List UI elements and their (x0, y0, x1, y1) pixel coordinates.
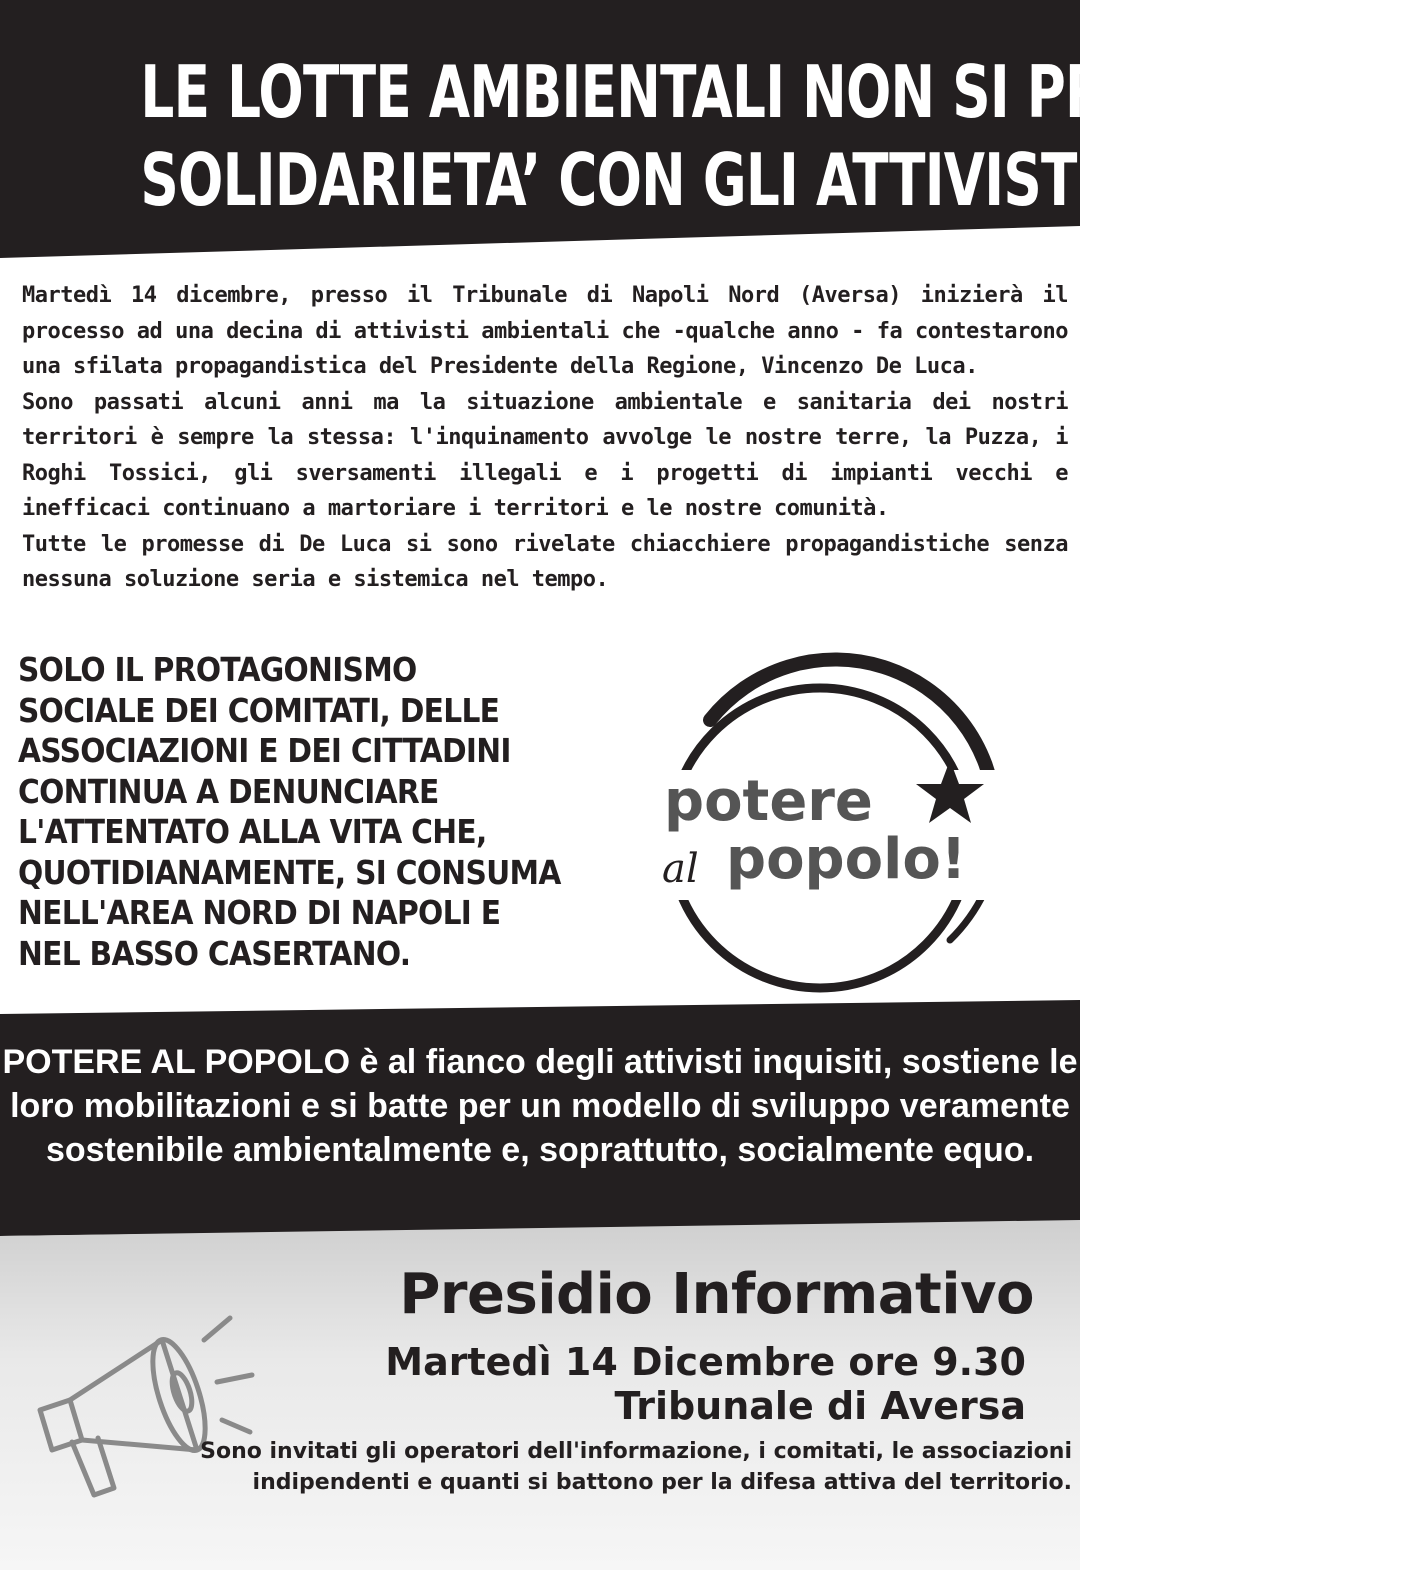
presidio-date: Martedì 14 Dicembre ore 9.30 (385, 1340, 1026, 1384)
statement-line: NELL'AREA NORD DI NAPOLI E (18, 893, 501, 932)
logo-word-potere: potere (664, 769, 873, 834)
intro-paragraph-2: Sono passati alcuni anni ma la situazione ambientale e sanitaria dei nostri territori è sempre la stessa: l'inquinamento avvolge le nostre terre, la Puzza, i Roghi Tossici, gli sversamenti illegali e i progetti di impianti vecchi e inefficaci continuano a martoriare i territori e le nostre comunità. (22, 389, 1068, 521)
logo-word-al: al (662, 846, 699, 892)
statement-line: SOCIALE DEI COMITATI, DELLE (18, 690, 500, 730)
presidio-place: Tribunale di Aversa (614, 1384, 1026, 1428)
statement-line: ASSOCIAZIONI E DEI CITTADINI (18, 731, 511, 770)
support-text: POTERE AL POPOLO è al fianco degli attivisti inquisiti, sostiene le loro mobilitazioni e si batte per un modello di sviluppo veramente sostenibile ambientalmente e, soprattutto, socialmente equo. (2, 1043, 1078, 1169)
intro-paragraph-3: Tutte le promesse di De Luca si sono rivelate chiacchiere propagandistiche senza nessuna soluzione seria e sistemica nel tempo. (22, 531, 1068, 592)
intro-text (22, 278, 1068, 598)
statement-line: L'ATTENTATO ALLA VITA CHE, (18, 812, 487, 851)
headline-line-1: LE LOTTE AMBIENTALI NON SI PROCESSANO (140, 50, 1426, 134)
statement-block (18, 650, 576, 974)
potere-al-popolo-logo (650, 660, 1010, 1000)
statement-line: QUOTIDIANAMENTE, SI CONSUMA (18, 852, 561, 892)
headline-line-2: SOLIDARIETA’ CON GLI ATTIVISTI INQUISITI. (140, 138, 1414, 222)
statement-line: NEL BASSO CASERTANO. (18, 933, 411, 973)
statement-line: SOLO IL PROTAGONISMO (18, 650, 417, 689)
statement-line: CONTINUA A DENUNCIARE (18, 771, 439, 811)
presidio-title: Presidio Informativo (399, 1262, 1034, 1327)
intro-paragraph-1: Martedì 14 dicembre, presso il Tribunale di Napoli Nord (Aversa) inizierà il processo ad una decina di attivisti ambientali che -qualche anno - fa contestarono una sfilata propagandistica del Presidente della Regione, Vincenzo De Luca. (22, 283, 1068, 379)
invite-text: Sono invitati gli operatori dell'informazione, i comitati, le associazioni indipendenti e quanti si battono per la difesa attiva del territorio. (200, 1439, 1072, 1495)
logo-word-popolo: popolo! (726, 827, 967, 892)
